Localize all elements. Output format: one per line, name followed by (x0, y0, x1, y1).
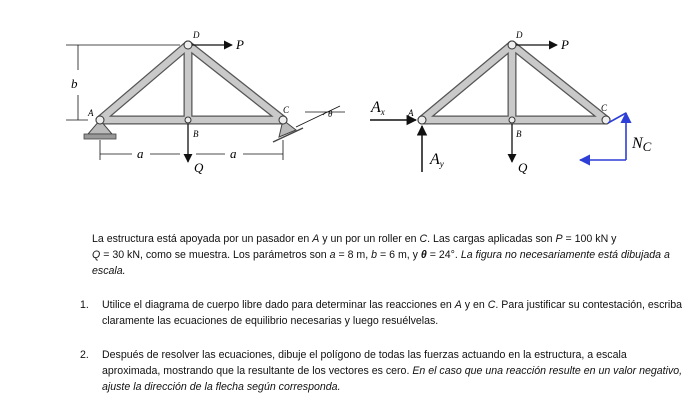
problem-statement: La estructura está apoyada por un pasador en A y un por un roller en C. Las cargas aplicadas son P = 100 kN y Q = 30 kN, como se muestra. Los parámetros son a = 8 m, b = 6 m, y θ = 24°. La figura no necesariamente está dibujada a escala. (92, 233, 670, 277)
label-q-left: Q (194, 160, 204, 175)
label-ay: Ay (430, 151, 444, 169)
label-a-right: A (408, 108, 414, 118)
label-p-right: P (561, 37, 569, 52)
left-truss (66, 30, 345, 175)
label-a2: a (230, 146, 237, 161)
label-a1: a (137, 146, 144, 161)
reaction-nc-arrow (608, 113, 626, 123)
dimension-b (66, 45, 180, 120)
label-b-joint-right: B (516, 129, 522, 139)
label-q-right: Q (518, 160, 528, 175)
question-number: 2. (80, 349, 89, 361)
right-truss (370, 30, 652, 175)
label-b-joint-left: B (193, 129, 199, 139)
scale-note: La figura no necesariamente está dibujada a escala. (92, 249, 670, 277)
joint-b-left (185, 117, 191, 123)
theta-angle (296, 106, 345, 127)
question-number: 1. (80, 299, 89, 311)
label-nc: NC (632, 135, 652, 154)
label-a-left: A (88, 108, 94, 118)
label-c-left: C (283, 105, 290, 115)
label-p-left: P (236, 37, 244, 52)
label-d-left: D (193, 30, 200, 40)
label-c-right: C (601, 103, 608, 113)
label-d-right: D (516, 30, 523, 40)
left-truss-members (100, 45, 283, 120)
dimension-a (100, 140, 283, 160)
label-b: b (71, 76, 78, 91)
label-ax: Ax (371, 99, 385, 117)
label-theta: θ (328, 109, 333, 119)
joint-d-left (184, 41, 192, 49)
